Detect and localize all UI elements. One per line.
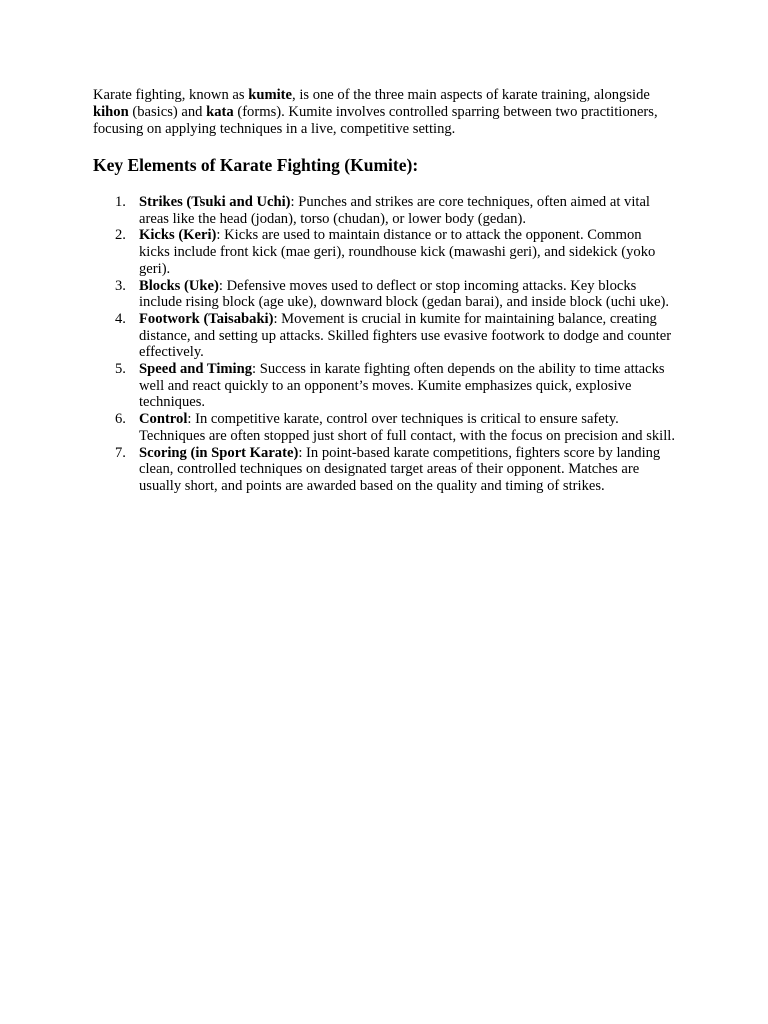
intro-text: Karate fighting, known as: [93, 87, 249, 103]
list-item-term: Control: [139, 411, 188, 428]
intro-text: , is one of the three main aspects of karate training, alongside: [292, 87, 650, 103]
list-item: [93, 311, 676, 361]
list-item-text: : Defensive moves used to deflect or stop incoming attacks. Key blocks include rising block (age uke), downward block (gedan barai), and inside block (uchi uke).: [139, 277, 670, 311]
intro-term-kata: kata: [206, 104, 234, 120]
list-item: [93, 194, 676, 227]
list-item-number: 2.: [115, 227, 126, 244]
list-item-term: Strikes (Tsuki and Uchi): [139, 194, 291, 210]
list-item-term: Scoring (in Sport Karate): [139, 444, 299, 461]
list-item: [93, 278, 676, 311]
list-item-text: : Kicks are used to maintain distance or to attack the opponent. Common kicks include front kick (mae geri), roundhouse kick (mawashi geri), and sidekick (yoko geri).: [139, 227, 656, 277]
list-item: [93, 227, 676, 277]
section-heading: Key Elements of Karate Fighting (Kumite):: [93, 155, 419, 175]
intro-text: (forms). Kumite involves controlled sparring between two practitioners, focusing on applying techniques in a live, competitive setting.: [93, 104, 658, 137]
intro-term-kumite: kumite: [248, 87, 293, 103]
list-item-term: Speed and Timing: [139, 361, 253, 378]
list-item: [93, 411, 676, 444]
list-item-term: Blocks (Uke): [139, 277, 219, 294]
list-item-text: : Success in karate fighting often depends on the ability to time attacks well and react quickly to an opponent’s moves. Kumite emphasizes quick, explosive techniques.: [139, 361, 665, 411]
document-page: [93, 87, 676, 495]
intro-term-kihon: kihon: [93, 104, 129, 120]
key-elements-list: [93, 194, 676, 495]
list-item: [93, 445, 676, 495]
list-item-number: 6.: [115, 411, 126, 428]
list-item-number: 7.: [115, 444, 126, 461]
list-item-number: 5.: [115, 361, 126, 378]
list-item-number: 1.: [115, 194, 126, 210]
intro-paragraph: [93, 87, 676, 138]
list-item-term: Footwork (Taisabaki): [139, 310, 274, 327]
list-item-number: 4.: [115, 310, 126, 327]
list-item-term: Kicks (Keri): [139, 227, 217, 244]
list-item-text: : Punches and strikes are core techniques, often aimed at vital areas like the head (jodan), torso (chudan), or lower body (gedan).: [139, 194, 650, 227]
list-item-text: : In competitive karate, control over techniques is critical to ensure safety. Techniques are often stopped just short of full contact, with the focus on precision and skill.: [139, 411, 675, 444]
intro-text: (basics) and: [128, 104, 207, 120]
list-item-text: : Movement is crucial in kumite for maintaining balance, creating distance, and setting up attacks. Skilled fighters use evasive footwork to dodge and counter effectively.: [139, 310, 672, 361]
list-item-text: : In point-based karate competitions, fighters score by landing clean, controlled techniques on designated target areas of their opponent. Matches are usually short, and points are awarded based on the quality and timing of strikes.: [139, 444, 661, 494]
list-item-number: 3.: [115, 277, 126, 294]
list-item: [93, 361, 676, 411]
